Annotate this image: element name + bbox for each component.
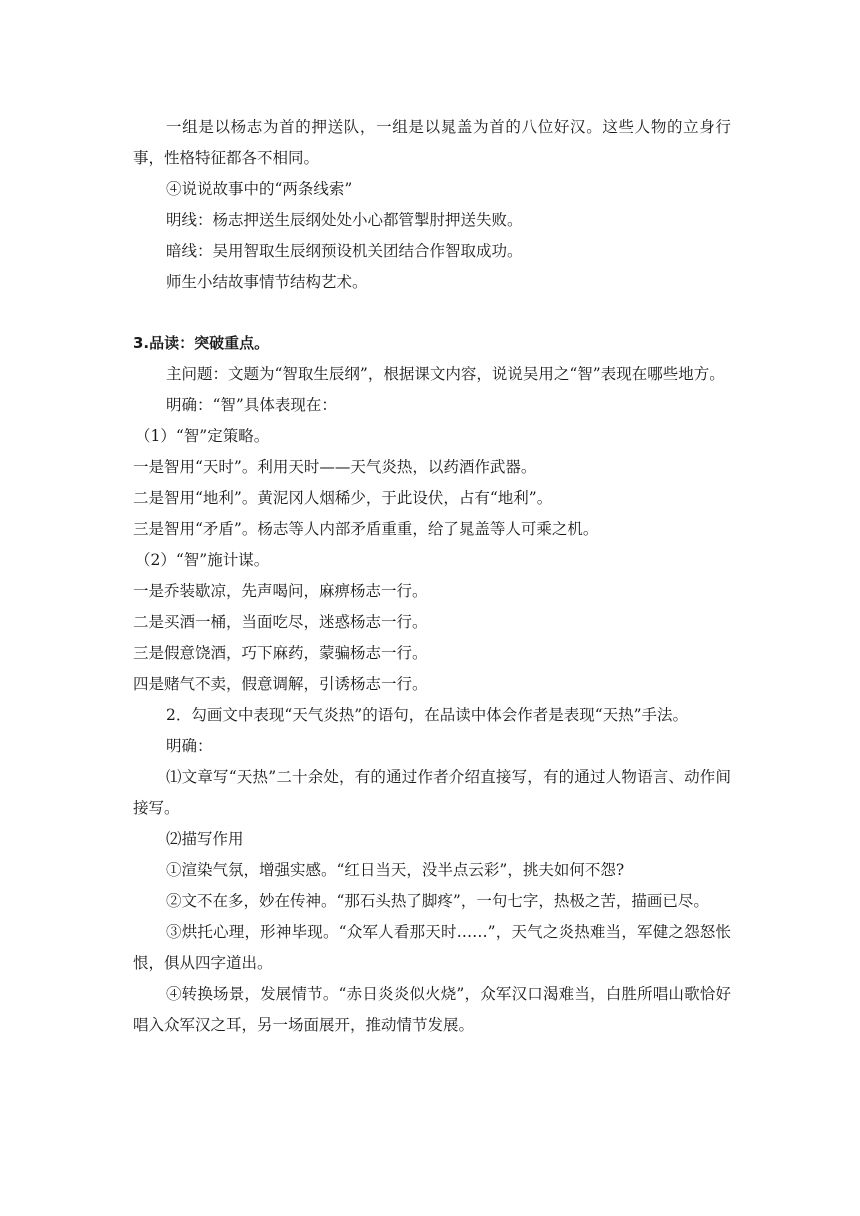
paragraph-scheme-heading: （2）“智”施计谋。 <box>135 551 270 569</box>
list-item-scheme-4: 四是赌气不卖，假意调解，引诱杨志一行。 <box>133 675 428 693</box>
paragraph-two-clues-question: ④说说故事中的“两条线索” <box>166 180 353 198</box>
section-heading: 3.品读：突破重点。 <box>133 334 270 352</box>
list-item-conflict: 三是智用“矛盾”。杨志等人内部矛盾重重，给了晁盖等人可乘之机。 <box>133 520 599 538</box>
paragraph-main-question: 主问题：文题为“智取生辰纲”，根据课文内容，说说吴用之“智”表现在哪些地方。 <box>166 365 725 383</box>
list-item-effect-2: ②文不在多，妙在传神。“那石头热了脚疼”，一句七字，热极之苦，描画已尽。 <box>166 892 709 910</box>
paragraph-character-groups: 一组是以杨志为首的押送队，一组是以晁盖为首的八位好汉。这些人物的立身行事，性格特征都各不相同。 <box>133 118 731 167</box>
list-item-terrain: 二是智用“地利”。黄泥冈人烟稀少，于此设伏，占有“地利”。 <box>133 489 553 507</box>
list-item-effect-3: ③烘托心理，形神毕现。“众军人看那天时……”，天气之炎热难当，军健之怨怒怅恨，俱从四字道出。 <box>133 923 731 972</box>
list-item-effect-1: ①渲染气氛，增强实感。“红日当天，没半点云彩”，挑夫如何不怨? <box>166 861 625 879</box>
paragraph-effect-heading: ⑵描写作用 <box>166 830 244 848</box>
document-body <box>133 112 731 1041</box>
paragraph-summary: 师生小结故事情节结构艺术。 <box>166 273 368 291</box>
paragraph-strategy-heading: （1）“智”定策略。 <box>135 427 270 445</box>
paragraph-question-2: 2．勾画文中表现“天气炎热”的语句，在品读中体会作者是表现“天热”手法。 <box>166 706 689 724</box>
paragraph-hot-weather-count: ⑴文章写“天热”二十余处，有的通过作者介绍直接写，有的通过人物语言、动作间接写。 <box>133 768 731 817</box>
paragraph-answer-intro: 明确：“智”具体表现在： <box>166 396 337 414</box>
paragraph-explicit-clue: 明线：杨志押送生辰纲处处小心都管掣肘押送失败。 <box>166 211 523 229</box>
list-item-scheme-2: 二是买酒一桶，当面吃尽，迷惑杨志一行。 <box>133 613 428 631</box>
list-item-scheme-1: 一是乔装歇凉，先声喝问，麻痹杨志一行。 <box>133 582 428 600</box>
paragraph-answer-label: 明确： <box>166 737 213 755</box>
paragraph-implicit-clue: 暗线：吴用智取生辰纲预设机关团结合作智取成功。 <box>166 242 523 260</box>
list-item-scheme-3: 三是假意饶酒，巧下麻药，蒙骗杨志一行。 <box>133 644 428 662</box>
list-item-effect-4: ④转换场景，发展情节。“赤日炎炎似火烧”，众军汉口渴难当，白胜所唱山歌恰好唱入众军汉之耳，另一场面展开，推动情节发展。 <box>133 985 731 1034</box>
list-item-timing: 一是智用“天时”。利用天时——天气炎热，以药酒作武器。 <box>133 458 537 476</box>
